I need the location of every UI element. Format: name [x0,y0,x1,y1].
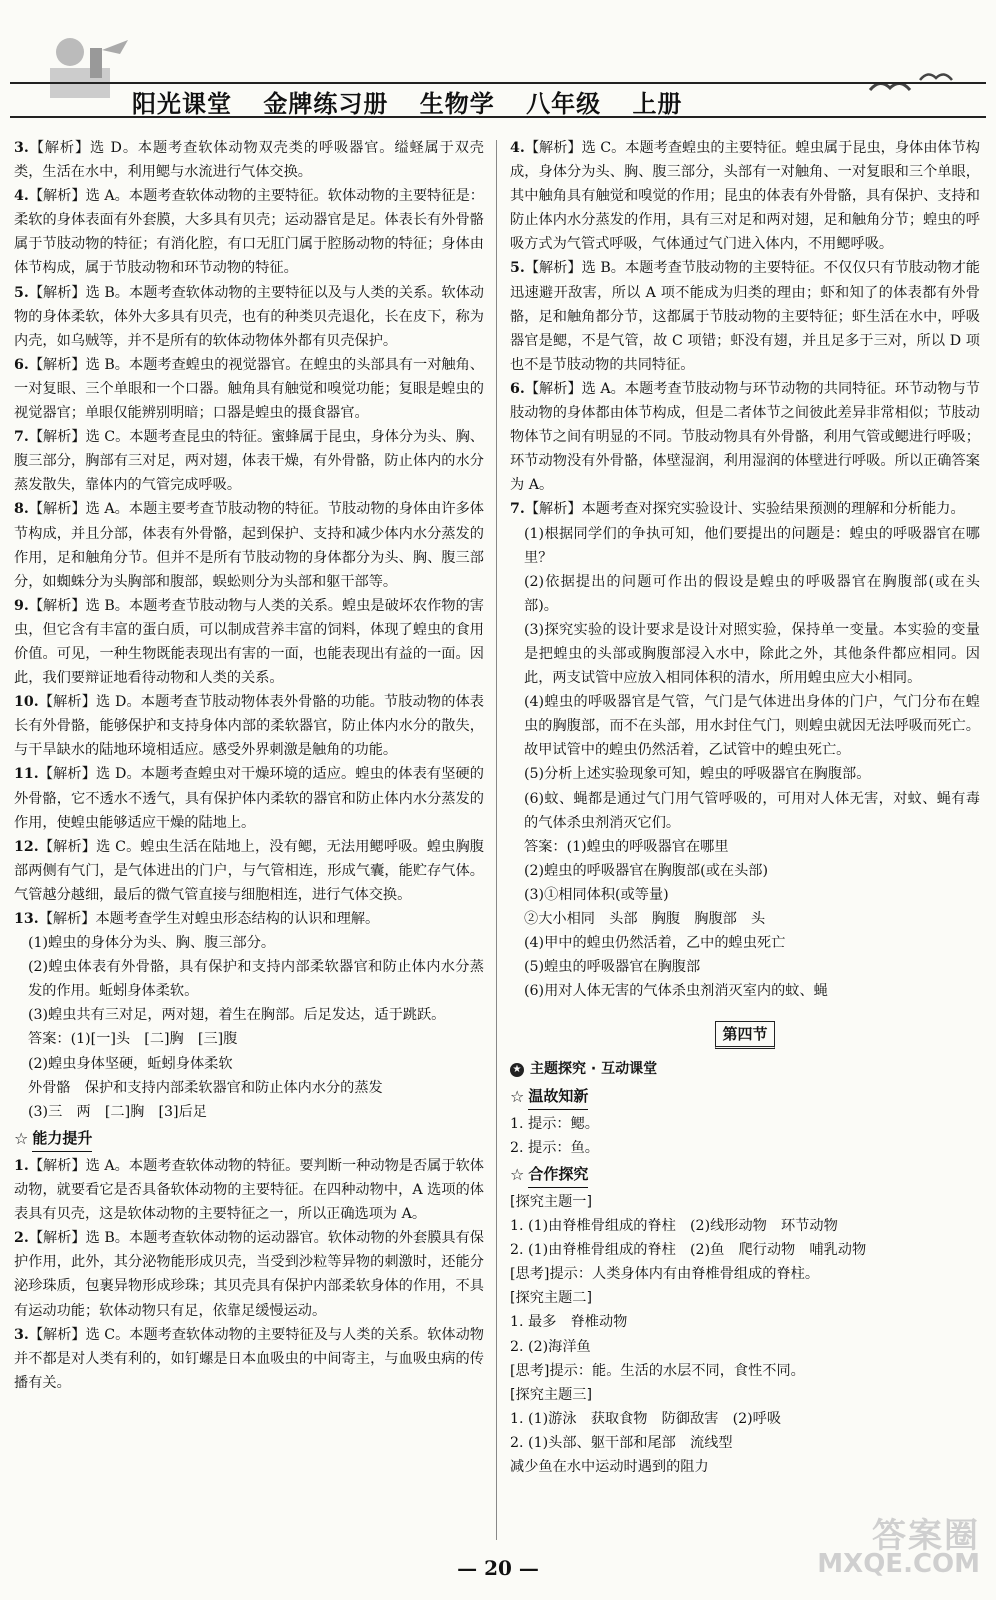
item-text: 【解析】选 C。蝗虫生活在陆地上，没有鳃，无法用鳃呼吸。蝗虫胸腹部两侧有气门，是气体进出的门户，与气管相连，形成气囊，能贮存气体。气管越分越细，最后的微气管直接与细胞相连，进行气体交换。 [14,838,484,903]
volume: 上册 [632,90,683,118]
page-number: — 20 — [457,1556,539,1580]
answer-item [510,136,980,256]
item-text: 【解析】选 D。本题考查软体动物双壳类的呼吸器官。缢蛏属于双壳类，生活在水中，利用鳃与水流进行气体交换。 [14,140,484,181]
text-line: 2. 提示：鱼。 [510,1139,599,1156]
series-name: 金牌练习册 [263,90,389,118]
item-number: 5. [510,260,525,277]
column-divider [496,140,497,1540]
answer-item [14,594,484,690]
answer-item [14,835,484,907]
text-line: 1. (1)由脊椎骨组成的脊柱 (2)线形动物 环节动物 [510,1218,838,1235]
item-number: 4. [14,188,29,205]
answer-item [510,377,980,497]
item-number: 11. [14,766,39,783]
item-text: 【解析】选 C。本题考查软体动物的主要特征及与人类的关系。软体动物并不都是对人类有利的，如钉螺是日本血吸虫的中间寄主，与血吸虫病的传播有关。 [14,1326,484,1391]
text-line: 外骨骼 保护和支持内部柔软器官和防止体内水分的蒸发 [28,1079,383,1096]
item-text: 【解析】选 C。本题考查蝗虫的主要特征。蝗虫属于昆虫，身体由体节构成，身体分为头、胸、腹三部分，头部有一对触角、一对复眼和三个单眼，其中触角具有触觉和嗅觉的作用；昆虫的体表有外骨骼，具有保护、支持和防止体内水分蒸发的作用，具有三对足和两对翅，足和触角分节；蝗虫的呼吸方式为气管式呼吸，气体通过气门进入体内，不用鳃呼吸。 [510,140,980,253]
text-line: 1. 最多 脊椎动物 [510,1314,628,1331]
ability-heading: ☆ 能力提升 [14,1126,484,1152]
text-line: (2)依据提出的问题可作出的假设是蝗虫的呼吸器官在胸腹部(或在头部)。 [524,573,980,614]
text-line: (1)根据同学们的争执可知，他们要提出的问题是：蝗虫的呼吸器官在哪里？ [524,525,980,566]
answer-item [14,1154,484,1226]
item-number: 2. [14,1230,29,1247]
brand-name: 阳光课堂 [132,90,232,118]
item-text: 【解析】选 D。本题考查节肢动物体表外骨骼的功能。节肢动物的体表长有外骨骼，能够保护和支持身体内部的柔软器官，防止体内水分的散失，与干旱缺水的陆地环境相适应。感受外界刺激是触角的功能。 [14,694,484,759]
watermark-logo: 答案圈 MXQE.COM [817,1516,980,1579]
text-line: 2. (1)头部、躯干部和尾部 流线型 [510,1434,733,1451]
star-icon: ☆ [510,1086,525,1106]
item-text: 【解析】选 A。本题主要考查节肢动物的特征。节肢动物的身体由许多体节构成，并且分部，体表有外骨骼，起到保护、支持和减少体内水分蒸发的作用，足和触角分节。但并不是所有节肢动物的身体都分为头、胸、腹三部分，如蜘蛛分为头胸部和腹部，蜈蚣则分为头部和躯干部等。 [14,501,484,590]
topic-3-heading: [探究主题三] [510,1386,593,1403]
answer-item [14,136,484,184]
text-line: (3)三 两 [二]胸 [3]后足 [28,1103,207,1120]
section-4-heading: 第四节 [510,1021,980,1049]
text-line: 2. (1)由脊椎骨组成的脊柱 (2)鱼 爬行动物 哺乳动物 [510,1242,867,1259]
answer-item [14,184,484,280]
text-line: (2)蝗虫的呼吸器官在胸腹部(或在头部) [524,862,768,879]
text-line: 减少鱼在水中运动时遇到的阻力 [510,1458,709,1475]
star-icon: ☆ [510,1164,525,1184]
text-line: (4)甲中的蝗虫仍然活着，乙中的蝗虫死亡 [524,935,786,952]
answer-item [14,497,484,593]
answer-item [14,353,484,425]
item-text: 【解析】选 A。本题考查软体动物的特征。要判断一种动物是否属于软体动物，就要看它是否具备软体动物的主要特征。在四种动物中，A 选项的体表具有贝壳，这是软体动物的主要特征之一，所以正确选项为 A。 [14,1157,484,1223]
subject: 生物学 [419,90,495,118]
item-number: 10. [14,694,39,711]
topic-1-heading: [探究主题一] [510,1193,593,1210]
header-title [132,84,704,119]
answer-item [14,281,484,353]
item-text: 【解析】选 B。本题考查软体动物的运动器官。软体动物的外套膜具有保护作用，此外，其分泌物能形成贝壳，当受到沙粒等异物的刺激时，还能分泌珍珠质，包裹异物形成珍珠；其贝壳具有保护内部柔软身体的作用，不具有运动功能；软体动物只有足，依靠足缓慢运动。 [14,1230,484,1319]
text-line: (2)蝗虫体表有外骨骼，具有保护和支持内部柔软器官和防止体内水分蒸发的作用。蚯蚓身体柔软。 [28,959,484,1000]
item-text: 【解析】选 B。本题考查软体动物的主要特征以及与人类的关系。软体动物的身体柔软，体外大多具有贝壳，也有的种类贝壳退化，长在皮下，称为内壳，如乌贼等，并不是所有的软体动物体外都有贝壳保护。 [14,284,484,349]
item-number: 3. [14,1326,29,1343]
text-line: (4)蝗虫的呼吸器官是气管，气门是气体进出身体的门户，气门分布在蝗虫的胸腹部，而不在头部，用水封住气门，则蝗虫就因无法呼吸而死亡。故甲试管中的蝗虫仍然活着，乙试管中的蝗虫死亡。 [524,694,980,759]
grade: 八年级 [526,90,602,118]
star-icon: ☆ [14,1128,29,1148]
answer-item [14,907,484,931]
item-number: 12. [14,838,39,855]
text-line: ②大小相同 头部 胸腹 胸腹部 头 [524,911,766,927]
item-number: 1. [14,1157,29,1174]
text-line: [思考]提示：人类身体内有由脊椎骨组成的脊柱。 [510,1266,820,1283]
item-text: 【解析】选 B。本题考查节肢动物与人类的关系。蝗虫是破坏农作物的害虫，但它含有丰富的蛋白质，可以制成营养丰富的饲料，体现了蝗虫的食用价值。可见，一种生物既能表现出有害的一面，也能表现出有益的一面。因此，我们要辩证地看待动物和人类的关系。 [14,597,484,687]
answer-item [510,497,980,521]
review-heading: ☆ 温故知新 [510,1084,980,1110]
answer-item [14,1323,484,1395]
left-column [14,136,484,1395]
text-line: 1. 提示：鳃。 [510,1115,599,1132]
item-text: 【解析】本题考查学生对蝗虫形态结构的认识和理解。 [38,911,380,927]
text-line: (3)①相同体积(或等量) [524,886,669,903]
answer-item [14,762,484,834]
item-text: 【解析】选 C。本题考查昆虫的特征。蜜蜂属于昆虫，身体分为头、胸、腹三部分，胸部有三对足，两对翅，体表干燥，有外骨骼，防止体内的水分蒸发散失，靠体内的气管完成呼吸。 [14,429,484,494]
answer-item [510,256,980,376]
text-line: (1)蝗虫的身体分为头、胸、腹三部分。 [28,935,276,952]
answer-item [14,425,484,497]
text-line: 2. (2)海洋鱼 [510,1338,591,1355]
text-line: (3)蝗虫共有三对足，两对翅，着生在胸部。后足发达，适于跳跃。 [28,1007,446,1024]
text-line: (3)探究实验的设计要求是设计对照实验，保持单一变量。本实验的变量是把蝗虫的头部或胸腹部浸入水中，除此之外，其他条件都应相同。因此，两支试管中应放入相同体积的清水，所用蝗虫应大小相同。 [524,621,980,687]
item-number: 6. [510,380,525,397]
right-column [510,136,980,1479]
item-number: 6. [14,356,29,373]
item-number: 9. [14,597,29,614]
coop-heading: ☆ 合作探究 [510,1162,980,1188]
text-line: 答案：(1)[一]头 [二]胸 [三]腹 [28,1031,238,1048]
item-number: 4. [510,140,525,156]
answer-item [14,690,484,762]
page-header [0,0,996,132]
text-line: (2)蝗虫身体坚硬，蚯蚓身体柔软 [28,1055,233,1072]
item-number: 7. [510,501,525,518]
item-text: 【解析】选 D。本题考查蝗虫对干燥环境的适应。蝗虫的体表有坚硬的外骨骼，它不透水不透气，具有保护体内柔软的器官和防止体内水分蒸发的作用，使蝗虫能够适应干燥的陆地上。 [14,766,484,831]
answer-item [14,1226,484,1322]
topic-2-heading: [探究主题二] [510,1290,593,1307]
item-text: 【解析】选 B。本题考查节肢动物的主要特征。不仅仅只有节肢动物才能迅速避开敌害，所以 A 项不能成为归类的理由；虾和知了的体表都有外骨骼，足和触角都分节，这都属于节肢动物的主要特征；虾生活在水中，呼吸器官是鳃，不是气管，故 C 项错；虾没有翅，并且足多于三对，所以 D 项也不是节肢动物的共同特征。 [510,260,980,373]
item-number: 5. [14,284,29,301]
text-line: (6)用对人体无害的气体杀虫剂消灭室内的蚊、蝇 [524,983,828,1000]
item-number: 8. [14,501,29,518]
item-number: 3. [14,140,29,156]
text-line: (6)蚊、蝇都是通过气门用气管呼吸的，可用对人体无害，对蚊、蝇有毒的气体杀虫剂消灭它们。 [524,790,980,831]
text-line: 答案：(1)蝗虫的呼吸器官在哪里 [524,838,729,855]
item-number: 13. [14,911,39,927]
theme-badge-icon: ★ [510,1063,524,1077]
text-line: [思考]提示：能。生活的水层不同，食性不同。 [510,1362,805,1379]
text-line: 1. (1)游泳 获取食物 防御敌害 (2)呼吸 [510,1410,782,1427]
text-line: (5)蝗虫的呼吸器官在胸腹部 [524,959,701,976]
item-text: 【解析】选 A。本题考查节肢动物与环节动物的共同特征。环节动物与节肢动物的身体都由体节构成，但是二者体节之间彼此差异非常相似；节肢动物体节之间有明显的不同。节肢动物具有外骨骼，利用气管或鳃进行呼吸；环节动物没有外骨骼，体壁湿润，利用湿润的体壁进行呼吸。所以正确答案为 A。 [510,380,980,494]
item-number: 7. [14,429,29,446]
item-text: 【解析】本题考查对探究实验设计、实验结果预测的理解和分析能力。 [524,501,965,518]
text-line: (5)分析上述实验现象可知，蝗虫的呼吸器官在胸腹部。 [524,766,871,783]
item-text: 【解析】选 A。本题考查软体动物的主要特征。软体动物的主要特征是：柔软的身体表面有外套膜，大多具有贝壳；运动器官是足。体表长有外骨骼属于节肢动物的特征；有消化腔，有口无肛门属于腔肠动物的特征；身体由体节构成，属于节肢动物和环节动物的特征。 [14,188,484,277]
theme-heading: ★ 主题探究 · 互动课堂 [510,1057,980,1081]
item-text: 【解析】选 B。本题考查蝗虫的视觉器官。在蝗虫的头部具有一对触角、一对复眼、三个单眼和一个口器。触角具有触觉和嗅觉功能；复眼是蝗虫的视觉器官；单眼仅能辨别明暗；口器是蝗虫的摄食器官。 [14,356,484,422]
